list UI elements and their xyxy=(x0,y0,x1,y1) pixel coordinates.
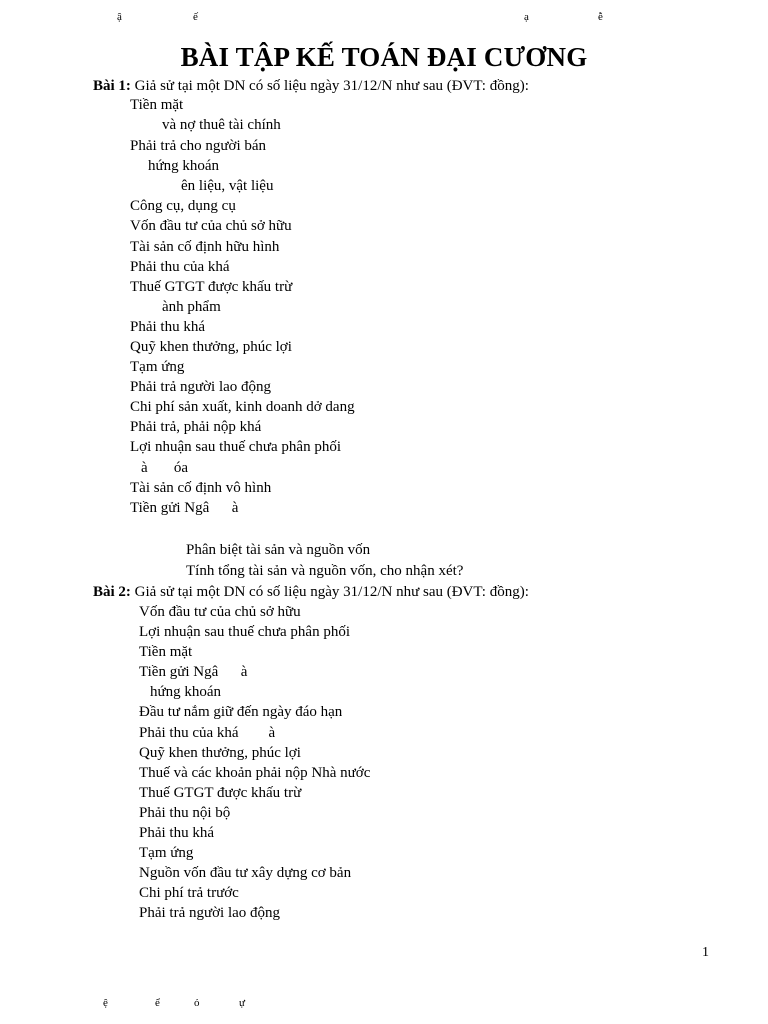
exercise-1-item: Tạm ứng xyxy=(130,359,185,375)
exercise-1-item: à óa xyxy=(141,460,189,476)
exercise-1-item: Vốn đầu tư của chủ sở hữu xyxy=(130,218,292,234)
exercise-2-item: Tiền mặt xyxy=(139,644,193,660)
exercise-2-item: Chi phí trả trước xyxy=(139,885,239,901)
exercise-2-item: Phải thu của khá à xyxy=(139,725,276,741)
exercise-1-item: ành phẩm xyxy=(162,299,221,315)
footer-fragment: ệ xyxy=(103,997,108,1009)
header-fragment: ễ xyxy=(598,11,603,23)
exercise-2-item: Vốn đầu tư của chủ sở hữu xyxy=(139,604,301,620)
exercise-2-item: Nguồn vốn đầu tư xây dựng cơ bản xyxy=(139,865,352,881)
footer-fragment: ỏ xyxy=(194,997,200,1009)
exercise-1-item: Phải thu của khá xyxy=(130,259,230,275)
exercise-2-item: Thuế GTGT được khấu trừ xyxy=(139,785,302,801)
exercise-1-item: Tài sản cố định vô hình xyxy=(130,480,272,496)
exercise-1-label: Bài 1: xyxy=(93,78,131,94)
exercise-1-text: Giả sử tại một DN có số liệu ngày 31/12/N như sau (ĐVT: đồng): xyxy=(130,78,529,94)
exercise-1-item: hứng khoán xyxy=(148,158,220,174)
exercise-1-question: Tính tổng tài sản và nguồn vốn, cho nhận xét? xyxy=(186,563,464,579)
exercise-1-item: Phải trả cho người bán xyxy=(130,138,267,154)
page-title: BÀI TẬP KẾ TOÁN ĐẠI CƯƠNG xyxy=(180,42,588,72)
exercise-1-item: ên liệu, vật liệu xyxy=(181,178,274,194)
exercise-1-item: Tài sản cố định hữu hình xyxy=(130,239,280,255)
header-fragment: ậ xyxy=(117,11,122,23)
exercise-2-item: Phải thu khá xyxy=(139,825,214,841)
exercise-1-item: Phải thu khá xyxy=(130,319,205,335)
page-number: 1 xyxy=(702,945,709,960)
exercise-2-item: Quỹ khen thưởng, phúc lợi xyxy=(139,745,301,761)
exercise-1-item: Tiền mặt xyxy=(130,97,184,113)
exercise-1-item: Phải trả người lao động xyxy=(130,379,272,395)
exercise-2-item: Thuế và các khoản phải nộp Nhà nước xyxy=(139,765,371,781)
exercise-1-question: Phân biệt tài sản và nguồn vốn xyxy=(186,542,371,558)
footer-fragment: ể xyxy=(155,997,160,1009)
exercise-1-item: Phải trả, phải nộp khá xyxy=(130,419,262,435)
exercise-2-heading xyxy=(93,584,529,601)
exercise-2-item: hứng khoán xyxy=(150,684,222,700)
exercise-1-item: Thuế GTGT được khấu trừ xyxy=(130,279,293,295)
exercise-2-item: Phải thu nội bộ xyxy=(139,805,231,821)
exercise-1-item: Tiền gửi Ngâ à xyxy=(130,500,239,516)
exercise-1-item: và nợ thuê tài chính xyxy=(162,117,281,133)
exercise-2-item: Lợi nhuận sau thuế chưa phân phối xyxy=(139,624,351,640)
exercise-2-item: Tạm ứng xyxy=(139,845,194,861)
exercise-1-item: Lợi nhuận sau thuế chưa phân phối xyxy=(130,439,342,455)
exercise-1-item: Công cụ, dụng cụ xyxy=(130,198,236,214)
exercise-1-item: Quỹ khen thưởng, phúc lợi xyxy=(130,339,292,355)
exercise-2-item: Đầu tư nắm giữ đến ngày đáo hạn xyxy=(139,704,343,720)
exercise-2-text: Giả sử tại một DN có số liệu ngày 31/12/N như sau (ĐVT: đồng): xyxy=(130,584,529,600)
exercise-2-item: Tiền gửi Ngâ à xyxy=(139,664,248,680)
exercise-2-item: Phải trả người lao động xyxy=(139,905,281,921)
exercise-1-item: Chi phí sản xuất, kinh doanh dở dang xyxy=(130,399,355,415)
exercise-2-label: Bài 2: xyxy=(93,584,131,600)
header-fragment: ạ xyxy=(524,11,529,23)
exercise-1-heading xyxy=(93,78,529,95)
footer-fragment: ự xyxy=(239,997,245,1009)
header-fragment: ế xyxy=(193,11,198,23)
